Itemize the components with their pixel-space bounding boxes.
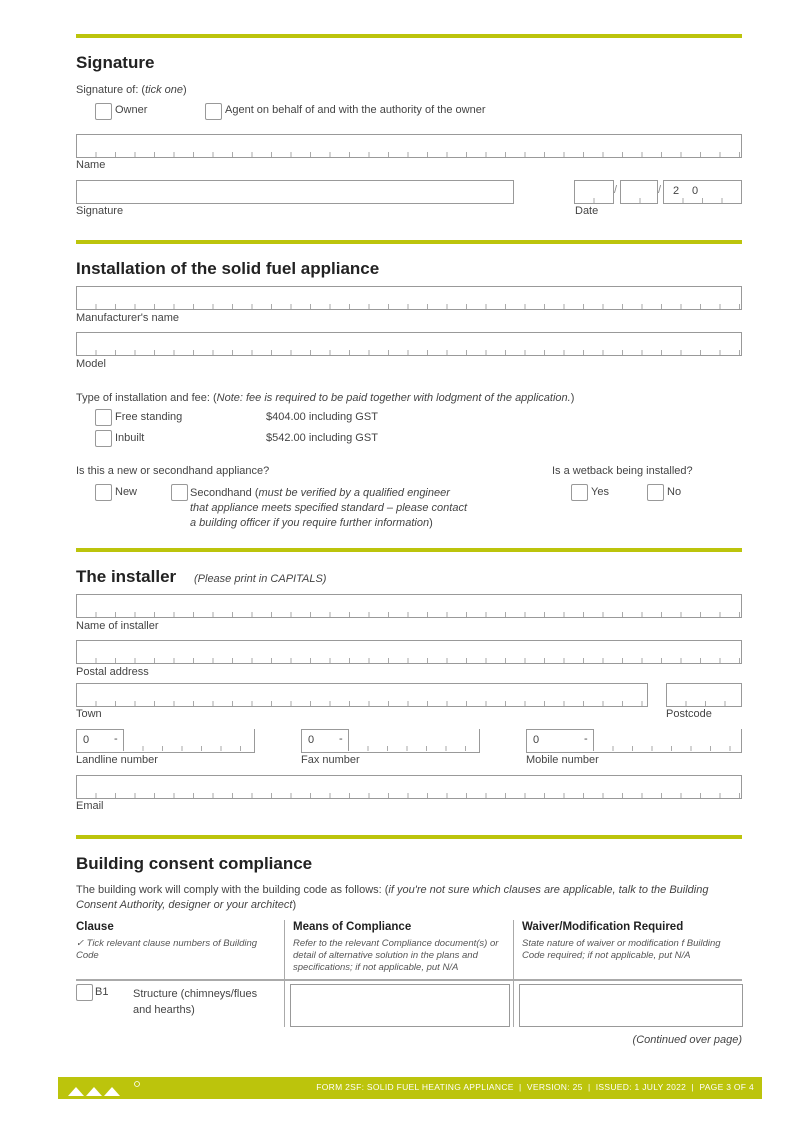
means-note: Refer to the relevant Compliance document(s) or detail of alternative solution in the plans and specifications; if not applicable, put N/A [293, 938, 499, 973]
agent-checkbox[interactable] [205, 103, 222, 120]
logo-icon [66, 1080, 141, 1098]
landline-label: Landline number [76, 754, 158, 766]
fax-label: Fax number [301, 754, 360, 766]
model-input[interactable] [76, 332, 742, 356]
footer-bar [58, 1077, 762, 1099]
section-rule [76, 548, 742, 552]
signature-input[interactable] [76, 180, 514, 204]
fax-input[interactable]: 0 - [301, 729, 480, 753]
continued-note: (Continued over page) [632, 1034, 742, 1046]
manufacturer-label: Manufacturer's name [76, 312, 179, 324]
means-of-compliance-input[interactable] [290, 984, 510, 1027]
year-digit: 2 [673, 185, 680, 197]
model-label: Model [76, 358, 106, 370]
manufacturer-input[interactable] [76, 286, 742, 310]
secondhand-checkbox[interactable] [171, 484, 188, 501]
clause-header: Clause [76, 921, 114, 933]
postal-address-label: Postal address [76, 666, 149, 678]
date-month-input[interactable] [620, 180, 658, 204]
installation-heading: Installation of the solid fuel appliance [76, 259, 380, 278]
free-standing-checkbox[interactable] [95, 409, 112, 426]
waiver-input[interactable] [519, 984, 743, 1027]
postcode-input[interactable] [666, 683, 742, 707]
yes-label: Yes [591, 486, 609, 498]
secondhand-label: Secondhand (must be verified by a qualified engineer that appliance meets specified standard – please contact a building officer if you require further information) [190, 487, 468, 529]
table-header-rule [76, 979, 742, 981]
waiver-note: State nature of waiver or modification f Building Code required; if not applicable, put N/A [522, 938, 721, 961]
owner-checkbox[interactable] [95, 103, 112, 120]
date-slash: / [614, 184, 618, 196]
free-standing-label: Free standing [115, 411, 183, 423]
wetback-no-checkbox[interactable] [647, 484, 664, 501]
owner-label: Owner [115, 104, 148, 116]
installer-note: (Please print in CAPITALS) [194, 573, 327, 585]
column-divider [284, 920, 285, 1027]
signature-of-label: Signature of: (tick one) [76, 84, 187, 96]
free-standing-fee: $404.00 including GST [266, 411, 378, 423]
date-slash: / [658, 184, 662, 196]
consent-intro: The building work will comply with the building code as follows: (if you're not sure which clauses are applicable, talk to the Building Consent Authority, designer or your architect) [76, 884, 709, 911]
consent-heading: Building consent compliance [76, 854, 313, 873]
name-input[interactable] [76, 134, 742, 158]
waiver-header: Waiver/Modification Required [522, 921, 684, 933]
name-label: Name [76, 159, 106, 171]
installer-name-label: Name of installer [76, 620, 159, 632]
new-secondhand-question: Is this a new or secondhand appliance? [76, 465, 270, 477]
email-label: Email [76, 800, 104, 812]
email-input[interactable] [76, 775, 742, 799]
date-day-input[interactable] [574, 180, 614, 204]
column-divider [513, 920, 514, 1027]
clause-note: ✓ Tick relevant clause numbers of Building Code [76, 938, 258, 961]
agent-label: Agent on behalf of and with the authority of the owner [225, 104, 486, 116]
date-label: Date [575, 205, 599, 217]
postcode-label: Postcode [666, 708, 712, 720]
inbuilt-fee: $542.00 including GST [266, 432, 378, 444]
section-rule [76, 240, 742, 244]
new-label: New [115, 486, 138, 498]
year-digit: 0 [692, 185, 699, 197]
landline-input[interactable]: 0 - [76, 729, 255, 753]
town-input[interactable] [76, 683, 648, 707]
means-header: Means of Compliance [293, 921, 412, 933]
installation-type-label: Type of installation and fee: (Note: fee is required to be paid together with lodgment of the application.) [76, 392, 575, 404]
installer-heading: The installer [76, 567, 177, 586]
new-checkbox[interactable] [95, 484, 112, 501]
wetback-yes-checkbox[interactable] [571, 484, 588, 501]
clause-description: Structure (chimneys/flues and hearths) [133, 988, 258, 1016]
signature-heading: Signature [76, 53, 155, 72]
mobile-label: Mobile number [526, 754, 599, 766]
footer-text: FORM 2SF: SOLID FUEL HEATING APPLIANCE | VERSION: 25 | ISSUED: 1 JULY 2022 | PAGE 3 OF 4 [316, 1082, 754, 1092]
town-label: Town [76, 708, 102, 720]
postal-address-input[interactable] [76, 640, 742, 664]
section-rule [76, 835, 742, 839]
wetback-question: Is a wetback being installed? [552, 465, 693, 477]
inbuilt-checkbox[interactable] [95, 430, 112, 447]
mobile-input[interactable]: 0 - [526, 729, 742, 753]
signature-label: Signature [76, 205, 124, 217]
clause-code: B1 [95, 986, 109, 998]
section-rule [76, 34, 742, 38]
no-label: No [667, 486, 682, 498]
inbuilt-label: Inbuilt [115, 432, 145, 444]
b1-checkbox[interactable] [76, 984, 93, 1001]
installer-name-input[interactable] [76, 594, 742, 618]
